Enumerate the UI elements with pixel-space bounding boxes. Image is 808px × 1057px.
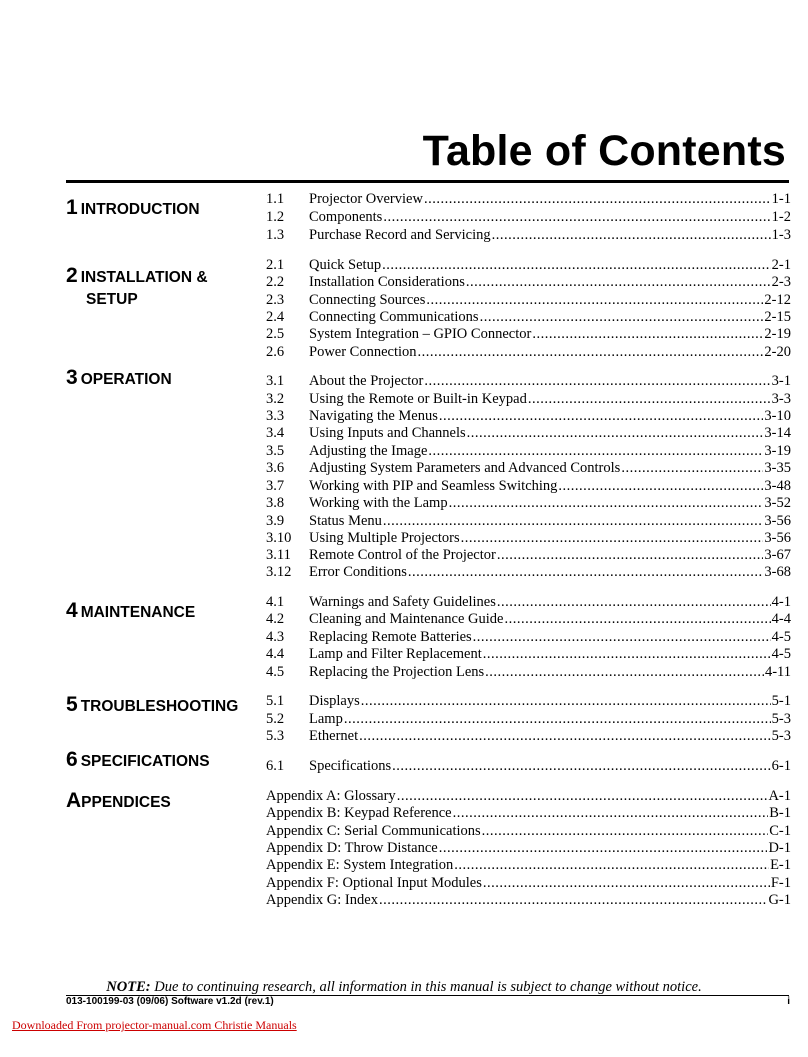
chapter-title: PPENDICES <box>81 794 171 811</box>
page-title: Table of Contents <box>422 127 786 175</box>
toc-leader-dots <box>359 727 771 745</box>
toc-entry[interactable] <box>266 822 791 840</box>
toc-leader-dots <box>485 663 764 681</box>
toc-entry-page: 2-3 <box>771 274 791 290</box>
toc-entry-number: 3.12 <box>266 564 292 580</box>
toc-entry-title: Replacing the Projection Lens <box>309 664 485 680</box>
toc-entry-title: Working with the Lamp <box>309 495 448 511</box>
chapter-title: SPECIFICATIONS <box>80 753 210 770</box>
toc-entry-page: 3-56 <box>764 513 791 529</box>
toc-leader-dots <box>383 512 764 530</box>
toc-entry-title: Projector Overview <box>309 191 423 207</box>
toc-entry-title: Appendix E: System Integration <box>266 857 454 873</box>
toc-entry[interactable] <box>266 343 791 361</box>
toc-entry[interactable] <box>266 610 791 628</box>
toc-leader-dots <box>424 190 771 208</box>
toc-leader-dots <box>483 645 771 663</box>
toc-entry-title: Warnings and Safety Guidelines <box>309 594 496 610</box>
toc-leader-dots <box>480 308 764 326</box>
toc-entry-number: 6.1 <box>266 758 285 774</box>
toc-entry-title: Quick Setup <box>309 257 382 273</box>
chapter-title: TROUBLESHOOTING <box>80 698 239 715</box>
toc-entry-title: About the Projector <box>309 373 424 389</box>
toc-entry-number: 3.7 <box>266 478 285 494</box>
toc-entry-number: 2.1 <box>266 257 285 273</box>
toc-entry-page: 3-14 <box>764 425 791 441</box>
toc-leader-dots <box>492 226 771 244</box>
chapter-appendices[interactable] <box>66 790 171 814</box>
toc-entry[interactable] <box>266 874 791 892</box>
note-text: Due to continuing research, all information in this manual is subject to change without notice. <box>150 979 702 995</box>
toc-entry-page: 5-3 <box>771 728 791 744</box>
toc-entry-title: Connecting Sources <box>309 292 426 308</box>
toc-entry-title: Remote Control of the Projector <box>309 547 496 563</box>
toc-entry[interactable] <box>266 804 791 822</box>
chapter-number: 5 <box>66 693 78 716</box>
chapter-title: MAINTENANCE <box>80 604 196 621</box>
toc-entry[interactable] <box>266 256 791 274</box>
toc-entry[interactable] <box>266 372 791 390</box>
toc-entry-page: 6-1 <box>771 758 791 774</box>
toc-entry[interactable] <box>266 390 791 408</box>
toc-entry[interactable] <box>266 512 791 530</box>
toc-leader-dots <box>408 563 764 581</box>
toc-leader-dots <box>473 628 771 646</box>
toc-entry-number: 3.9 <box>266 513 285 529</box>
toc-leader-dots <box>361 692 771 710</box>
toc-entry-title: Installation Considerations <box>309 274 465 290</box>
toc-leader-dots <box>467 424 764 442</box>
chapter-maintenance[interactable] <box>66 600 195 624</box>
toc-entry-page: 4-1 <box>771 594 791 610</box>
toc-entry-number: 4.1 <box>266 594 285 610</box>
chapter-title-initial: A <box>66 789 82 812</box>
toc-entry-title: Using the Remote or Built-in Keypad <box>309 391 527 407</box>
toc-entry[interactable] <box>266 563 791 581</box>
note-label: NOTE: <box>106 979 151 995</box>
chapter-title: INTRODUCTION <box>80 201 200 218</box>
toc-entry[interactable] <box>266 226 791 244</box>
toc-entry-number: 3.10 <box>266 530 292 546</box>
toc-entry-page: 4-5 <box>771 629 791 645</box>
toc-entry[interactable] <box>266 856 791 874</box>
toc-entry-number: 4.3 <box>266 629 285 645</box>
toc-entry-title: Using Multiple Projectors <box>309 530 460 546</box>
toc-entry-page: 4-11 <box>764 664 791 680</box>
toc-entry[interactable] <box>266 628 791 646</box>
toc-entry-title: Ethernet <box>309 728 359 744</box>
toc-leader-dots <box>449 494 764 512</box>
toc-entry-number: 3.1 <box>266 373 285 389</box>
toc-entry-title: Appendix G: Index <box>266 892 378 908</box>
toc-entry[interactable] <box>266 593 791 611</box>
toc-entry-number: 4.2 <box>266 611 285 627</box>
toc-entry[interactable] <box>266 477 791 495</box>
toc-entry-title: Power Connection <box>309 344 417 360</box>
toc-entry-page: 2-1 <box>771 257 791 273</box>
toc-entry[interactable] <box>266 839 791 857</box>
footer-document-id: 013-100199-03 (09/06) Software v1.2d (rev.1) <box>66 996 274 1007</box>
toc-entry-page: A-1 <box>768 788 791 804</box>
toc-entry-title: Error Conditions <box>309 564 407 580</box>
toc-entry-title: Lamp and Filter Replacement <box>309 646 482 662</box>
toc-leader-dots <box>621 459 763 477</box>
toc-entry-number: 5.1 <box>266 693 285 709</box>
toc-entry[interactable] <box>266 546 791 564</box>
toc-entry-page: 3-35 <box>764 460 791 476</box>
toc-entry[interactable] <box>266 663 791 681</box>
toc-entry-title: Status Menu <box>309 513 382 529</box>
toc-leader-dots <box>424 372 770 390</box>
toc-entry-page: 2-19 <box>764 326 791 342</box>
toc-entry[interactable] <box>266 325 791 343</box>
toc-entry-page: 3-1 <box>771 373 791 389</box>
chapter-number: 2 <box>66 264 78 287</box>
chapter-title: OPERATION <box>80 371 172 388</box>
toc-entry[interactable] <box>266 190 791 208</box>
toc-entry-number: 2.2 <box>266 274 285 290</box>
toc-entry[interactable] <box>266 645 791 663</box>
toc-entry-page: 1-3 <box>771 227 791 243</box>
toc-entry-number: 4.4 <box>266 646 285 662</box>
toc-entry-number: 2.3 <box>266 292 285 308</box>
toc-entry-page: 1-2 <box>771 209 791 225</box>
toc-entry-title: Cleaning and Maintenance Guide <box>309 611 504 627</box>
toc-entry[interactable] <box>266 494 791 512</box>
toc-entry-number: 3.4 <box>266 425 285 441</box>
toc-entry-page: G-1 <box>768 892 791 908</box>
toc-entry-title: Appendix F: Optional Input Modules <box>266 875 482 891</box>
toc-entry-number: 3.2 <box>266 391 285 407</box>
toc-entry-page: 3-52 <box>764 495 791 511</box>
toc-entry-page: 3-56 <box>764 530 791 546</box>
chapter-installation-setup[interactable] <box>66 265 208 311</box>
toc-leader-dots <box>461 529 764 547</box>
footer-page-number: i <box>787 996 790 1007</box>
toc-entry-page: 3-3 <box>771 391 791 407</box>
toc-entry-number: 3.11 <box>266 547 291 563</box>
toc-leader-dots <box>418 343 764 361</box>
toc-entry-page: 3-48 <box>764 478 791 494</box>
toc-entry-page: 3-10 <box>764 408 791 424</box>
toc-entry[interactable] <box>266 692 791 710</box>
toc-entry[interactable] <box>266 407 791 425</box>
toc-entry-page: 3-19 <box>764 443 791 459</box>
chapter-operation[interactable] <box>66 367 172 391</box>
toc-entry-number: 3.6 <box>266 460 285 476</box>
toc-leader-dots <box>497 546 764 564</box>
toc-entry-title: Lamp <box>309 711 343 727</box>
toc-entry[interactable] <box>266 459 791 477</box>
chapter-number: 3 <box>66 366 78 389</box>
toc-entry[interactable] <box>266 529 791 547</box>
toc-entry-number: 5.2 <box>266 711 285 727</box>
toc-entry-number: 4.5 <box>266 664 285 680</box>
chapter-specifications[interactable] <box>66 749 210 773</box>
toc-entry-number: 2.5 <box>266 326 285 342</box>
chapter-number: 6 <box>66 748 78 771</box>
toc-leader-dots <box>428 442 763 460</box>
toc-entry-page: 4-5 <box>771 646 791 662</box>
toc-entry[interactable] <box>266 787 791 805</box>
toc-entry-title: Specifications <box>309 758 392 774</box>
toc-entry-number: 3.3 <box>266 408 285 424</box>
toc-entry-title: System Integration – GPIO Connector <box>309 326 532 342</box>
chapter-introduction[interactable] <box>66 197 200 221</box>
toc-leader-dots <box>392 757 771 775</box>
chapter-title-line2: SETUP <box>86 291 138 308</box>
toc-entry[interactable] <box>266 291 791 309</box>
toc-entry[interactable] <box>266 710 791 728</box>
toc-leader-dots <box>528 390 771 408</box>
toc-entry-page: E-1 <box>770 857 791 873</box>
toc-entry-title: Appendix D: Throw Distance <box>266 840 438 856</box>
toc-entry-page: 3-67 <box>764 547 791 563</box>
toc-entry[interactable] <box>266 273 791 291</box>
toc-leader-dots <box>382 256 771 274</box>
toc-entry-page: 2-15 <box>764 309 791 325</box>
toc-entry-title: Connecting Communications <box>309 309 479 325</box>
toc-entry-page: B-1 <box>769 805 791 821</box>
toc-entry-title: Navigating the Menus <box>309 408 438 424</box>
toc-leader-dots <box>558 477 763 495</box>
toc-entry-title: Appendix C: Serial Communications <box>266 823 481 839</box>
disclaimer-note <box>0 978 808 996</box>
toc-entry-number: 1.2 <box>266 209 285 225</box>
toc-leader-dots <box>383 208 770 226</box>
toc-leader-dots <box>426 291 763 309</box>
download-link[interactable]: Downloaded From projector-manual.com Christie Manuals <box>12 1018 297 1032</box>
toc-leader-dots <box>466 273 771 291</box>
title-rule <box>66 180 789 183</box>
toc-entry-title: Adjusting the Image <box>309 443 428 459</box>
toc-leader-dots <box>397 787 768 805</box>
toc-entry[interactable] <box>266 891 791 909</box>
toc-entry-title: Appendix B: Keypad Reference <box>266 805 452 821</box>
toc-leader-dots <box>439 839 768 857</box>
toc-entry-page: 2-12 <box>764 292 791 308</box>
toc-entry-page: 4-4 <box>771 611 791 627</box>
toc-entry-number: 5.3 <box>266 728 285 744</box>
toc-leader-dots <box>454 856 769 874</box>
toc-entry-title: Adjusting System Parameters and Advanced Controls <box>309 460 621 476</box>
toc-leader-dots <box>532 325 763 343</box>
toc-entry-title: Components <box>309 209 383 225</box>
toc-entry-number: 3.5 <box>266 443 285 459</box>
toc-entry-number: 1.3 <box>266 227 285 243</box>
toc-entry-page: 2-20 <box>764 344 791 360</box>
toc-leader-dots <box>497 593 771 611</box>
chapter-troubleshooting[interactable] <box>66 694 238 718</box>
toc-entry-page: 3-68 <box>764 564 791 580</box>
toc-leader-dots <box>482 822 769 840</box>
toc-entry-title: Using Inputs and Channels <box>309 425 466 441</box>
toc-entry[interactable] <box>266 208 791 226</box>
toc-entry-page: D-1 <box>768 840 791 856</box>
toc-entry-title: Replacing Remote Batteries <box>309 629 472 645</box>
toc-entry-title: Purchase Record and Servicing <box>309 227 491 243</box>
toc-entry-page: F-1 <box>770 875 791 891</box>
toc-entry-title: Working with PIP and Seamless Switching <box>309 478 558 494</box>
toc-leader-dots <box>439 407 764 425</box>
toc-entry-page: 5-3 <box>771 711 791 727</box>
chapter-number: 4 <box>66 599 78 622</box>
toc-leader-dots <box>379 891 767 909</box>
toc-entry-title: Displays <box>309 693 360 709</box>
toc-entry-page: 5-1 <box>771 693 791 709</box>
toc-leader-dots <box>483 874 770 892</box>
toc-entry-page: C-1 <box>769 823 791 839</box>
toc-entry[interactable] <box>266 424 791 442</box>
toc-entry[interactable] <box>266 757 791 775</box>
toc-entry[interactable] <box>266 442 791 460</box>
chapter-number: 1 <box>66 196 78 219</box>
toc-entry-title: Appendix A: Glossary <box>266 788 396 804</box>
toc-leader-dots <box>344 710 771 728</box>
toc-entry-number: 2.6 <box>266 344 285 360</box>
toc-entry[interactable] <box>266 727 791 745</box>
toc-entry-page: 1-1 <box>771 191 791 207</box>
toc-entry-number: 1.1 <box>266 191 285 207</box>
toc-entry[interactable] <box>266 308 791 326</box>
chapter-title: INSTALLATION & <box>80 269 208 286</box>
toc-entry-number: 2.4 <box>266 309 285 325</box>
toc-leader-dots <box>504 610 770 628</box>
toc-entry-number: 3.8 <box>266 495 285 511</box>
toc-leader-dots <box>453 804 769 822</box>
